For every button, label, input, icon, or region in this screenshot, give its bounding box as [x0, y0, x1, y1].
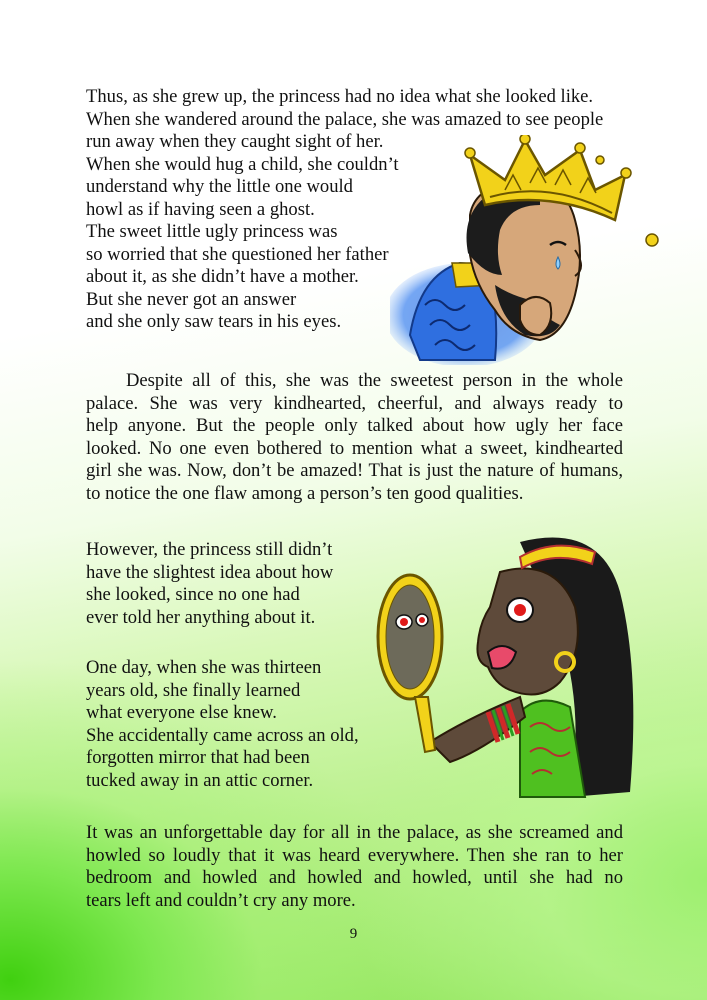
text-line: so worried that she questioned her father	[86, 243, 389, 265]
text-line: understand why the little one would	[86, 176, 353, 197]
text-line: girl she was. Now, don’t be amazed! That is just the nature of humans,	[86, 460, 623, 481]
king-illustration	[390, 135, 680, 365]
king-hand	[520, 297, 551, 335]
text-line: about it, as she didn’t have a mother.	[86, 266, 359, 287]
paragraph-2	[86, 370, 623, 505]
text-line: and she only saw tears in his eyes.	[86, 311, 342, 332]
text-line: The sweet little ugly princess was	[86, 221, 338, 242]
text-line: forgotten mirror that had been	[86, 747, 310, 768]
text-line: run away when they caught sight of her.	[86, 131, 384, 152]
text-line: have the slightest idea about how	[86, 561, 334, 583]
text-line: howled so loudly that it was heard everywhere. Then she ran to her	[86, 844, 623, 866]
mirror-icon	[378, 575, 442, 752]
princess-face	[477, 569, 577, 695]
text-line: When she wandered around the palace, she was amazed to see people	[86, 108, 604, 130]
paragraph-3	[86, 539, 333, 629]
text-line: she looked, since no one had	[86, 584, 300, 605]
text-line: When she would hug a child, she couldn’t	[86, 153, 399, 175]
paragraph-5	[86, 822, 623, 912]
text-line: looked. No one even bothered to mention what a sweet, kindhearted	[86, 437, 623, 459]
princess-illustration	[370, 512, 670, 812]
text-line: howl as if having seen a ghost.	[86, 198, 315, 220]
text-line: Thus, as she grew up, the princess had no idea what she looked like.	[86, 86, 594, 107]
text-line: bedroom and howled and howled and howled, until she had no	[86, 867, 623, 888]
text-line: help anyone. But the people only talked about how ugly her face	[86, 415, 623, 436]
text-line: tucked away in an attic corner.	[86, 769, 314, 791]
text-line: However, the princess still didn’t	[86, 539, 333, 560]
text-line: But she never got an answer	[86, 288, 297, 310]
text-line: years old, she finally learned	[86, 679, 301, 701]
text-line: to notice the one flaw among a person’s ten good qualities.	[86, 482, 524, 504]
text-line: It was an unforgettable day for all in the palace, as she screamed and	[86, 822, 623, 843]
text-line: ever told her anything about it.	[86, 606, 316, 628]
page-number: 9	[349, 926, 358, 942]
text-line: palace. She was very kindhearted, cheerful, and always ready to	[86, 392, 623, 414]
paragraph-4	[86, 657, 359, 792]
text-line: Despite all of this, she was the sweetest person in the whole	[126, 370, 623, 391]
text-line: She accidentally came across an old,	[86, 724, 359, 746]
text-line: One day, when she was thirteen	[86, 657, 322, 678]
text-line: tears left and couldn’t cry any more.	[86, 889, 356, 911]
text-line: what everyone else knew.	[86, 702, 277, 723]
